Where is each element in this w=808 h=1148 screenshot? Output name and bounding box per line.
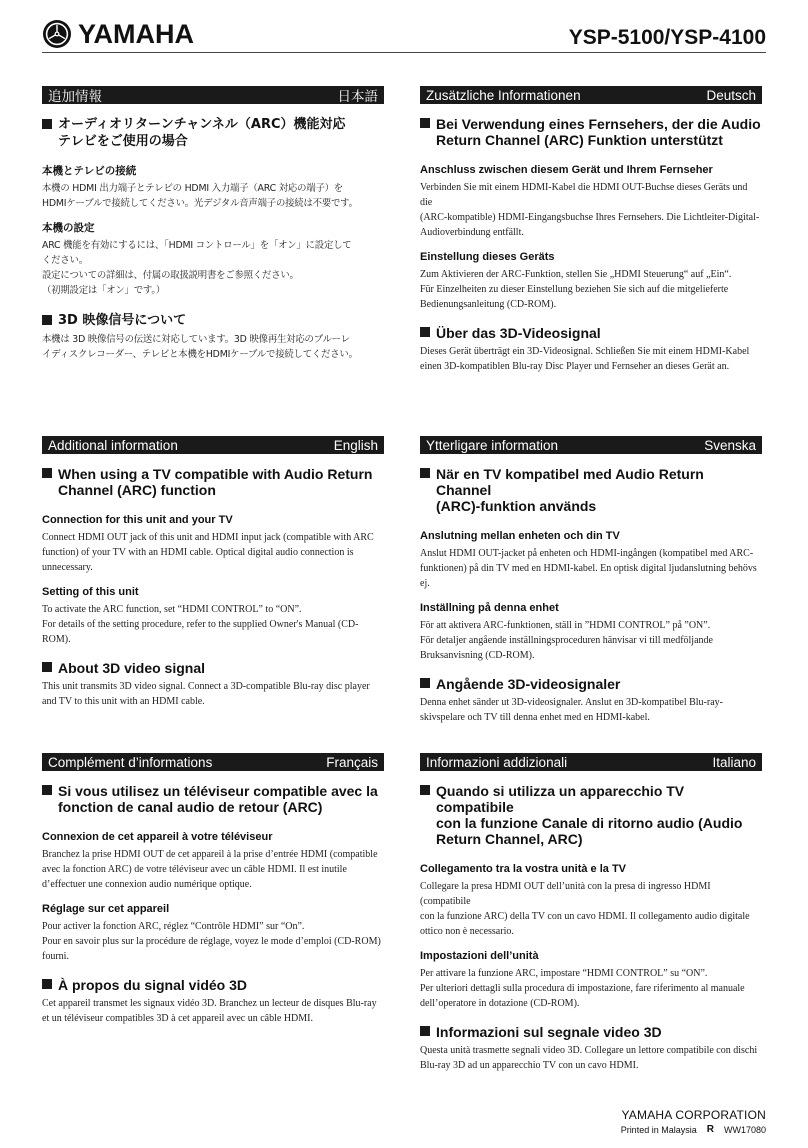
section-japanese <box>42 86 384 362</box>
print-code: WW17080 <box>723 1124 766 1135</box>
setting-heading: Inställning på denna enhet <box>420 602 559 614</box>
arc-heading: オーディオリターンチャンネル（ARC）機能対応 テレビをご使用の場合 <box>42 116 384 150</box>
brand-name: YAMAHA <box>78 18 195 49</box>
bullet-square-icon <box>42 315 52 325</box>
section-language: Deutsch <box>706 87 756 103</box>
video-body: Cet appareil transmet les signaux vidéo 3D. Branchez un lecteur de disques Blu-ray et un téléviseur compatibles 3D à cet appareil avec un câble HDMI. <box>42 998 377 1024</box>
video-body: Dieses Gerät überträgt ein 3D-Videosignal. Schließen Sie mit einem HDMI-Kabel einen 3D-kompatiblen Blu-ray Disc Player und Fernseher an dieses Gerät an. <box>420 346 750 372</box>
bullet-square-icon <box>42 662 52 672</box>
printed-location: Printed in Malaysia <box>620 1124 697 1135</box>
bullet-square-icon <box>420 785 430 795</box>
bullet-square-icon <box>42 785 52 795</box>
setting-heading: 本機の設定 <box>42 222 95 234</box>
section-title: Additional information <box>48 437 178 453</box>
section-title-bar <box>420 753 762 771</box>
setting-body: Pour activer la fonction ARC, réglez “Contrôle HDMI” sur “On”. Pour en savoir plus sur la procédure de réglage, voyez le mode d’emploi (CD-ROM) fourni. <box>42 921 381 962</box>
connection-heading: Collegamento tra la vostra unità e la TV <box>420 863 626 875</box>
bullet-square-icon <box>420 1026 430 1036</box>
arc-heading: When using a TV compatible with Audio Return Channel (ARC) function <box>42 466 384 498</box>
arc-heading: Bei Verwendung eines Fernsehers, der die Audio Return Channel (ARC) Funktion unterstützt <box>420 116 762 148</box>
section-title: 追加情報 <box>48 89 102 104</box>
setting-heading: Einstellung dieses Geräts <box>420 251 555 263</box>
connection-body: Collegare la presa HDMI OUT dell’unità con la presa di ingresso HDMI (compatibile con la funzione ARC) della TV con un cavo HDMI. Il collegamento audio digitale ottico non è necessario. <box>420 881 750 937</box>
bullet-square-icon <box>420 327 430 337</box>
section-language: 日本語 <box>337 89 378 104</box>
video-heading: 3D 映像信号について <box>42 312 384 329</box>
section-title: Informazioni addizionali <box>426 754 568 770</box>
yamaha-tuning-fork-icon <box>42 19 72 49</box>
bullet-square-icon <box>42 468 52 478</box>
bullet-square-icon <box>420 678 430 688</box>
connection-heading: 本機とテレビの接続 <box>42 165 137 177</box>
header-divider <box>42 52 766 53</box>
arc-heading: När en TV kompatibel med Audio Return Channel (ARC)-funktion används <box>420 466 762 514</box>
section-swedish <box>420 436 762 725</box>
setting-body: Per attivare la funzione ARC, impostare “HDMI CONTROL” su “ON”. Per ulteriori dettagli sulla procedura di impostazione, fare riferimento al manuale dell’operatore in dotazione (CD-ROM). <box>420 968 745 1009</box>
section-language: English <box>333 437 378 453</box>
arc-heading: Si vous utilisez un téléviseur compatible avec la fonction de canal audio de retour (ARC) <box>42 783 384 815</box>
section-language: Italiano <box>712 754 756 770</box>
bullet-square-icon <box>42 119 52 129</box>
video-heading: Informazioni sul segnale video 3D <box>420 1024 762 1040</box>
page-header <box>42 16 766 54</box>
print-info <box>621 1124 766 1135</box>
bullet-square-icon <box>420 468 430 478</box>
section-italian <box>420 753 762 1073</box>
bullet-square-icon <box>420 118 430 128</box>
video-body: Denna enhet sänder ut 3D-videosignaler. Anslut en 3D-kompatibel Blu-ray- skivspelare och TV till denna enhet med en HDMI-kabel. <box>420 697 723 723</box>
section-english <box>42 436 384 709</box>
setting-body: För att aktivera ARC-funktionen, ställ in ”HDMI CONTROL” på ”ON”. För detaljer angående inställningsproceduren hänvisar vi till medföljande Bruksanvisning (CD-ROM). <box>420 620 713 661</box>
section-french <box>42 753 384 1026</box>
connection-body: Verbinden Sie mit einem HDMI-Kabel die HDMI OUT-Buchse dieses Geräts und die (ARC-kompatible) HDMI-Eingangsbuchse Ihres Fernsehers. Die Lichtleiter-Digital- Audioverbindung entfällt. <box>420 182 760 238</box>
connection-body: Anslut HDMI OUT-jacket på enheten och HDMI-ingången (kompatibel med ARC- funktionen) på din TV med en HDMI-kabel. En optisk digital ljudanslutning behövs ej. <box>420 548 757 589</box>
video-body: This unit transmits 3D video signal. Connect a 3D-compatible Blu-ray disc player and TV to this unit with an HDMI cable. <box>42 681 370 707</box>
model-number: YSP-5100/YSP-4100 <box>568 26 766 49</box>
setting-heading: Impostazioni dell’unità <box>420 950 539 962</box>
corporation-name: YAMAHA CORPORATION <box>621 1108 766 1122</box>
video-heading: Angående 3D-videosignaler <box>420 676 762 692</box>
bullet-square-icon <box>42 979 52 989</box>
setting-body: To activate the ARC function, set “HDMI CONTROL” to “ON”. For details of the setting procedure, refer to the supplied Owner's Manual (CD- ROM). <box>42 604 359 645</box>
section-title-bar <box>42 436 384 454</box>
connection-body: Connect HDMI OUT jack of this unit and HDMI input jack (compatible with ARC function) of your TV with an HDMI cable. Optical digital audio connection is unnecessary. <box>42 532 374 573</box>
section-language: Français <box>326 754 378 770</box>
section-title: Zusätzliche Informationen <box>426 87 581 103</box>
video-body: 本機は 3D 映像信号の伝送に対応しています。3D 映像再生対応のブルーレ イディスクレコーダー、テレビと本機をHDMIケーブルで接続してください。 <box>42 334 358 360</box>
arc-heading: Quando si utilizza un apparecchio TV compatibile con la funzione Canale di ritorno audio (Audio Return Channel, ARC) <box>420 783 762 847</box>
section-title-bar <box>42 753 384 771</box>
connection-heading: Anslutning mellan enheten och din TV <box>420 530 620 542</box>
brand-logo <box>42 18 194 50</box>
section-title-bar <box>420 436 762 454</box>
setting-heading: Réglage sur cet appareil <box>42 903 170 915</box>
video-heading: Über das 3D-Videosignal <box>420 325 762 341</box>
connection-heading: Connection for this unit and your TV <box>42 514 233 526</box>
section-title-bar <box>420 86 762 104</box>
video-body: Questa unità trasmette segnali video 3D. Collegare un lettore compatibile con dischi Blu-ray 3D ad un apparecchio TV con un cavo HDMI. <box>420 1045 758 1071</box>
connection-heading: Anschluss zwischen diesem Gerät und Ihrem Fernseher <box>420 164 713 176</box>
connection-body: Branchez la prise HDMI OUT de cet appareil à la prise d’entrée HDMI (compatible avec la fonction ARC) de votre téléviseur avec un câble HDMI. Il est inutile d’effectuer une connexion audio numérique optique. <box>42 849 378 890</box>
section-title: Ytterligare information <box>426 437 559 453</box>
setting-body: Zum Aktivieren der ARC-Funktion, stellen Sie „HDMI Steuerung“ auf „Ein“. Für Einzelheiten zu dieser Einstellung beziehen Sie sich auf die mitgelieferte Bedienungsanleitung (CD-ROM). <box>420 269 732 310</box>
section-title-bar <box>42 86 384 104</box>
section-language: Svenska <box>704 437 756 453</box>
section-title: Complément d’informations <box>48 754 213 770</box>
connection-body: 本機の HDMI 出力端子とテレビの HDMI 入力端子（ARC 対応の端子）を HDMIケーブルで接続してください。光デジタル音声端子の接続は不要です。 <box>42 183 358 209</box>
section-german <box>420 86 762 374</box>
page-footer <box>621 1108 766 1135</box>
connection-heading: Connexion de cet appareil à votre téléviseur <box>42 831 273 843</box>
setting-heading: Setting of this unit <box>42 586 139 598</box>
setting-body: ARC 機能を有効にするには、「HDMI コントロール」を「オン」に設定して ください。 設定についての詳細は、付属の取扱説明書をご参照ください。 （初期設定は「オン」です。） <box>42 240 352 296</box>
video-heading: À propos du signal vidéo 3D <box>42 977 384 993</box>
print-mark-icon: R <box>706 1124 714 1135</box>
video-heading: About 3D video signal <box>42 660 384 676</box>
